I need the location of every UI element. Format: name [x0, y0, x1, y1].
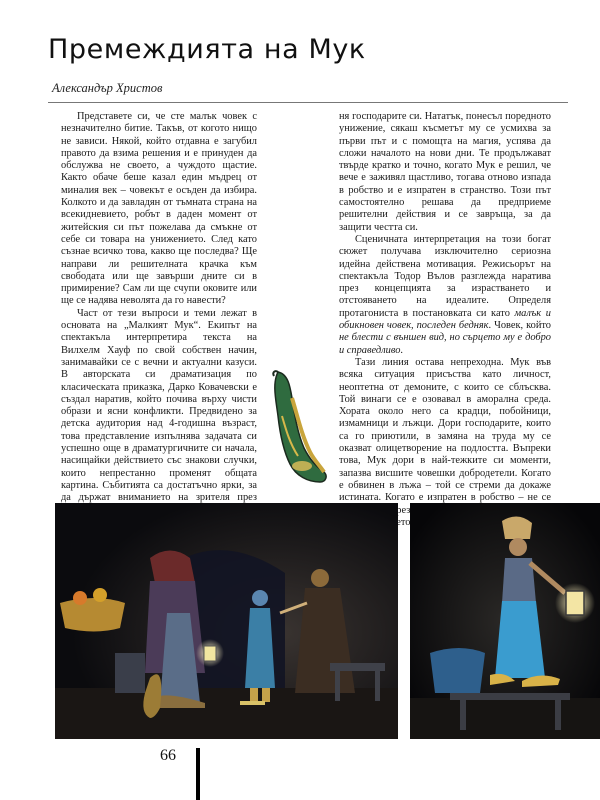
stage-photo-left — [55, 503, 398, 739]
paragraph: Част от тези въпроси и теми лежат в основата на „Малкият Мук“. Екипът на спектакъла интерпретира текста на Вилхелм Хауф по свой собствен начин, занимавайки се с вечни и актуални казуси. В авторската си драматизация по класическата приказка, Дарко Ковачевски е създал наратив, който почива върху чисти образи и ясни конфликти. Предвидено за детска аудитория над 4-годишна възраст, това представление изпълнява задачата си успешно още в драматургичните си начала, насищайки действието със знакови случки, които непрестанно променят общата картина. Събитията са достатъчно ярки, за да държат вниманието на зрителя през — [61, 307, 257, 504]
stage-scene-image — [410, 503, 600, 739]
stage-photo-right — [410, 503, 600, 739]
text-run: Сценичната интерпретация на този богат сюжет получава изключително сериозна идейна действена мотивация. Режисьорът на спектакъла Тодор Вълов разглежда наратива през концепцията за израстването и отстояването на идеалите. Определя протагониста в постановката си като — [339, 233, 551, 319]
slipper-illustration — [268, 368, 330, 488]
text-run: . — [400, 344, 404, 356]
text-run: . Човек, който — [488, 320, 551, 332]
italic-quote: не блести с външен вид, но сърцето му е добро и справедливо — [339, 332, 551, 356]
slipper-icon — [268, 368, 330, 488]
paragraph: Представете си, че сте малък човек с незначително битие. Такъв, от когото нищо не зависи. Някой, който отдавна е загубил правото да взима решения и е принуден да обслужва не своето, а чуждото щастие. Както обаче беше казал един мъдрец от миналия век – човекът е осъден да избира. Колкото и да завладян от тъмната страна на всекидневието, робът в даден момент от житейския си път пожелава да смъкне от себе си товара на унижението. След като съзнае всичко това, какво ще последва? Ще направи ли решителната крачка към свободата или ще завърши дните си в примирение? Сам ли ще счупи оковите или ще се надява неволята да го навести? — [61, 111, 257, 307]
stage-scene-image — [55, 503, 398, 739]
paragraph: ня господарите си. Нататък, понесъл поредното унижение, сякаш късметът му се усмихва за първи път и с помощта на магия, успява да сложи началото на нови дни. Те продължават твърде кратко и точно, когато Мук е решил, че вече е заживял щастливо, тогава отново изпада в робство и е изпратен в странство. Този път самостоятелно решава да предприеме решителни действия и се завръща, за да защити честта си. — [339, 111, 551, 233]
article-title: Премеждията на Мук — [48, 34, 366, 65]
paragraph: Тази линия остава непреходна. Мук във всяка ситуация присъства като личност, неоптетна от демоните, с които се сблъсква. Той винаги се е озовавал в аморална среда. Хората около него са крадци, побойници, измамници и лъжци. Дори господарите, които са го приютили, в замяна на труда му се оказват олицетворение на подлостта. Въпреки това, Мук дори в най-тежките си моменти, запазва висшите човешки добродетели. Когато е обвинен в лъжа – той се стреми да докаже истината. Когато е изпратен в робство – не се чрез — [339, 356, 551, 516]
text-column-left — [61, 111, 257, 554]
italic-quote: малък и обикновен човек, последен бедняк — [339, 307, 552, 332]
paragraph — [339, 234, 551, 357]
text-column-right — [339, 111, 551, 529]
header-rule — [48, 102, 568, 103]
article-author: Александър Христов — [52, 81, 163, 95]
page-number-bar — [196, 748, 200, 800]
page-number: 66 — [160, 747, 176, 764]
